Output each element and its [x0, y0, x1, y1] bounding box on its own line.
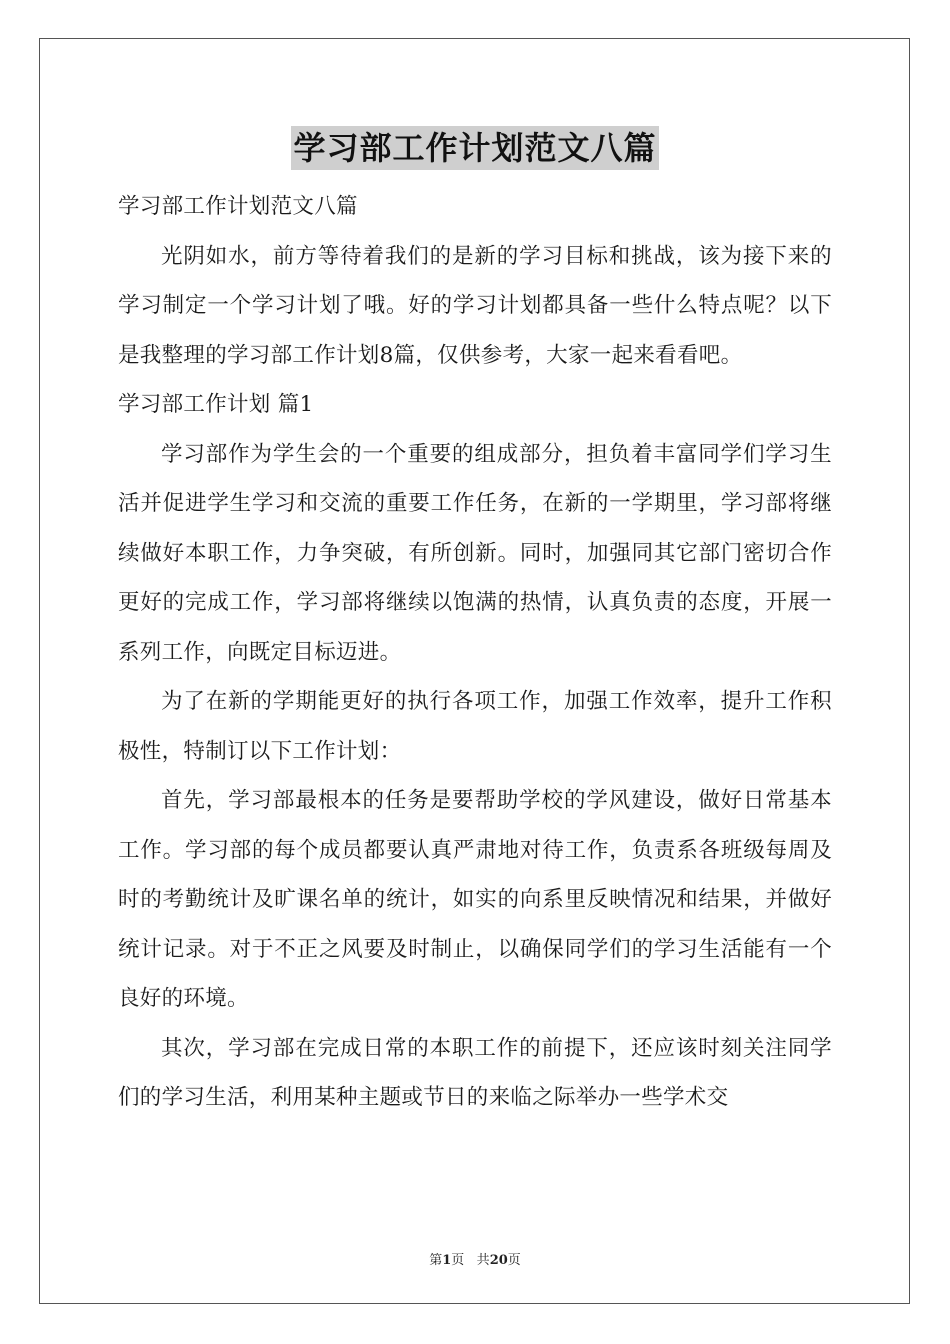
- section-heading: 学习部工作计划 篇1: [118, 392, 314, 417]
- paragraph: 首先，学习部最根本的任务是要帮助学校的学风建设，做好日常基本工作。学习部的每个成员都要认真严肃地对待工作，负责系各班级每周及时的考勤统计及旷课名单的统计，如实的向系里反映情况和结果，并做好统计记录。对于不正之风要及时制止，以确保同学们的学习生活能有一个良好的环境。: [118, 788, 832, 1011]
- title-container: [0, 126, 950, 170]
- paragraph: 学习部工作计划范文八篇: [118, 194, 358, 219]
- page-current: 1: [442, 1253, 452, 1268]
- page-total: 20: [489, 1253, 508, 1268]
- document-title: 学习部工作计划范文八篇: [291, 126, 658, 170]
- paragraph: 其次，学习部在完成日常的本职工作的前提下，还应该时刻关注同学们的学习生活，利用某种主题或节日的来临之际举办一些学术交: [118, 1035, 832, 1110]
- total-prefix: 共: [476, 1253, 490, 1268]
- page-footer: [0, 1252, 950, 1270]
- page-suffix: 页: [451, 1253, 465, 1268]
- paragraph: 为了在新的学期能更好的执行各项工作，加强工作效率，提升工作积极性，特制订以下工作计划：: [118, 689, 832, 764]
- paragraph: 光阴如水，前方等待着我们的是新的学习目标和挑战，该为接下来的学习制定一个学习计划了哦。好的学习计划都具备一些什么特点呢？以下是我整理的学习部工作计划8篇，仅供参考，大家一起来看看吧。: [118, 243, 832, 368]
- document-body: [118, 182, 832, 1123]
- paragraph: 学习部作为学生会的一个重要的组成部分，担负着丰富同学们学习生活并促进学生学习和交流的重要工作任务，在新的一学期里，学习部将继续做好本职工作，力争突破，有所创新。同时，加强同其它部门密切合作更好的完成工作，学习部将继续以饱满的热情，认真负责的态度，开展一系列工作，向既定目标迈进。: [118, 441, 832, 665]
- page-prefix: 第: [429, 1253, 443, 1268]
- total-suffix: 页: [507, 1253, 521, 1268]
